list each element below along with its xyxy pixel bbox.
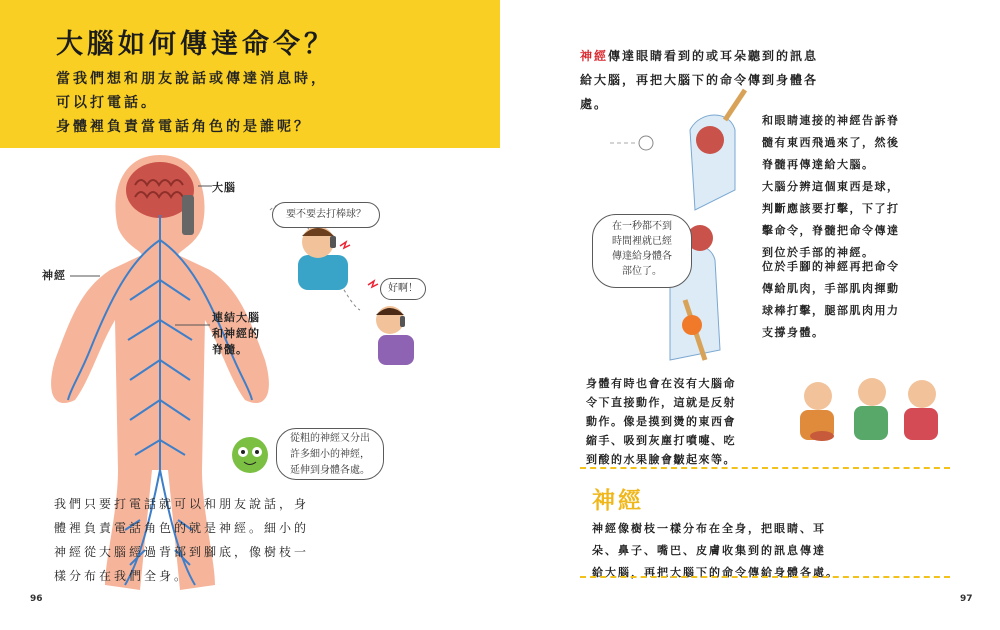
baseball-icon [610, 136, 653, 150]
batter-top-figure [690, 90, 745, 210]
glossary-term: 神經 [592, 488, 644, 514]
step3-text: 位於手腳的神經再把命令 傳給肌肉，手部肌肉揮動 球棒打擊，腿部肌肉用力 支撐身體。 [762, 260, 900, 339]
banner-line: 當我們想和朋友說話或傳達消息時， [56, 71, 328, 87]
speech-bubble-time: 在一秒都不到 時間裡就已經 傳達給身體各 部位了。 [592, 214, 692, 288]
page-number-left: 96 [30, 594, 43, 604]
boy-with-phone-illustration [298, 226, 350, 290]
step2-text: 大腦分辨這個東西是球， 判斷應該要打擊，下了打 擊命令，脊髓把命令傳達 到位於手部的神經。 [762, 180, 900, 259]
intro-term: 神經 [580, 49, 609, 63]
step1-text: 和眼睛連接的神經告訴脊 髓有東西飛過來了，然後 脊髓再傳達給大腦。 [762, 114, 900, 171]
page-number-right: 97 [960, 594, 973, 604]
glossary-divider-bottom [580, 576, 950, 578]
phone-icon [182, 195, 194, 235]
banner-line: 身體裡負責當電話角色的是誰呢？ [56, 119, 311, 135]
speech-bubble-germ: 從粗的神經又分出 許多細小的神經， 延伸到身體各處。 [276, 428, 384, 480]
glossary-text: 神經像樹枝一樣分布在全身，把眼睛、耳 朵、鼻子、嘴巴、皮膚收集到的訊息傳達 給大腦，再把大腦下的命令傳給身體各處。 [592, 522, 839, 579]
left-body-text: 我們只要打電話就可以和朋友說話，身 體裡負責電話角色的就是神經。細小的 神經從大腦經過背部到腳底，像樹枝一 樣分布在我們全身。 [54, 497, 310, 583]
speech-bubble-reply: 好啊！ [380, 278, 426, 300]
banner-line: 可以打電話。 [56, 95, 158, 111]
label-nerve: 神經 [42, 269, 66, 282]
glossary-divider-top [580, 467, 950, 469]
speech-bubble-call: 要不要去打棒球？ [272, 202, 380, 228]
reflex-illustrations [800, 378, 938, 441]
intro-text: 神經傳達眼睛看到的或耳朵聽到的訊息 給大腦，再把大腦下的命令傳到身體各 處。 [580, 49, 819, 111]
reflex-text: 身體有時也會在沒有大腦命 令下直接動作，這就是反射 動作。像是摸到燙的東西會 縮手、吸到灰塵打噴嚏、吃 到酸的水果臉會皺起來等。 [586, 377, 736, 466]
page-title: 大腦如何傳達命令？ [56, 29, 335, 60]
label-spine: 連結大腦 和神經的 脊髓。 [212, 311, 260, 356]
label-brain: 大腦 [212, 181, 236, 194]
germ-mascot-icon [232, 437, 268, 473]
